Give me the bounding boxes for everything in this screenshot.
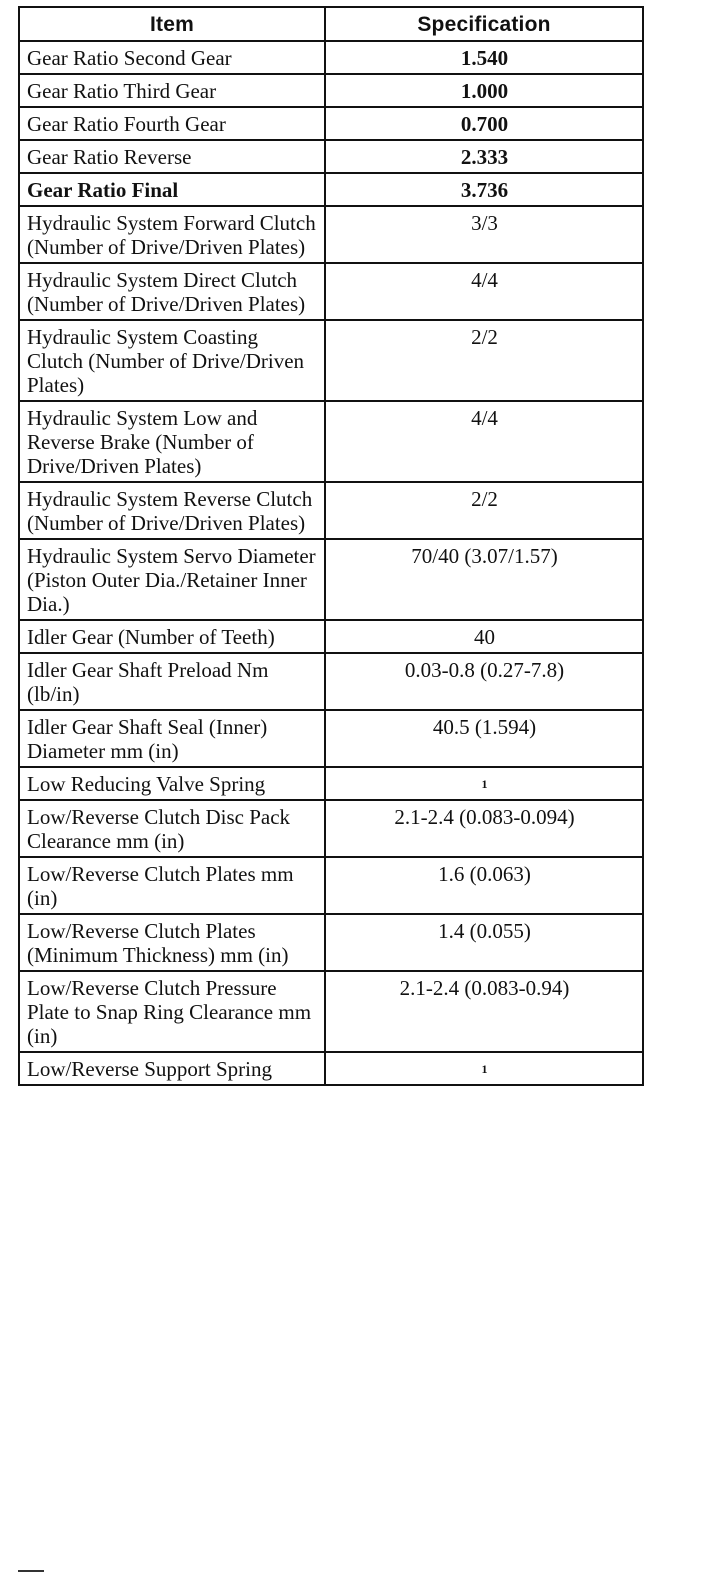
table-row [19, 1052, 643, 1085]
item-cell: Hydraulic System Low and Reverse Brake (Number of Drive/Driven Plates) [19, 401, 325, 482]
spec-cell: 2.1-2.4 (0.083-0.94) [325, 971, 643, 1052]
item-cell: Idler Gear Shaft Seal (Inner) Diameter mm (in) [19, 710, 325, 767]
spec-cell: 2.333 [325, 140, 643, 173]
spec-cell: 40 [325, 620, 643, 653]
item-cell: Gear Ratio Third Gear [19, 74, 325, 107]
spec-sheet [18, 6, 642, 1086]
table-row [19, 971, 643, 1052]
table-row [19, 857, 643, 914]
item-cell: Low/Reverse Clutch Plates (Minimum Thickness) mm (in) [19, 914, 325, 971]
footnote-rule [18, 1566, 58, 1576]
item-cell: Low Reducing Valve Spring [19, 767, 325, 800]
spec-cell: 1.4 (0.055) [325, 914, 643, 971]
item-cell: Gear Ratio Fourth Gear [19, 107, 325, 140]
table-row [19, 620, 643, 653]
column-header-specification: Specification [325, 7, 643, 41]
table-row [19, 767, 643, 800]
table-row [19, 74, 643, 107]
table-row [19, 140, 643, 173]
item-cell: Gear Ratio Second Gear [19, 41, 325, 74]
table-row [19, 710, 643, 767]
spec-cell: 70/40 (3.07/1.57) [325, 539, 643, 620]
spec-cell: 0.700 [325, 107, 643, 140]
item-cell: Gear Ratio Reverse [19, 140, 325, 173]
item-cell: Low/Reverse Clutch Pressure Plate to Snap Ring Clearance mm (in) [19, 971, 325, 1052]
table-header-row [19, 7, 643, 41]
footnote-ref: 1 [325, 1052, 643, 1085]
column-header-item: Item [19, 7, 325, 41]
spec-cell: 0.03-0.8 (0.27-7.8) [325, 653, 643, 710]
table-row [19, 107, 643, 140]
item-cell: Low/Reverse Clutch Disc Pack Clearance mm (in) [19, 800, 325, 857]
item-cell: Hydraulic System Reverse Clutch (Number of Drive/Driven Plates) [19, 482, 325, 539]
spec-cell: 2/2 [325, 482, 643, 539]
spec-cell: 4/4 [325, 263, 643, 320]
table-row [19, 206, 643, 263]
item-cell: Idler Gear (Number of Teeth) [19, 620, 325, 653]
table-row [19, 653, 643, 710]
table-row [19, 263, 643, 320]
spec-cell: 1.000 [325, 74, 643, 107]
spec-cell: 1.6 (0.063) [325, 857, 643, 914]
spec-cell: 3/3 [325, 206, 643, 263]
table-row [19, 41, 643, 74]
specification-table [18, 6, 644, 1086]
item-cell: Hydraulic System Forward Clutch (Number of Drive/Driven Plates) [19, 206, 325, 263]
footnote-ref: 1 [325, 767, 643, 800]
spec-cell: 40.5 (1.594) [325, 710, 643, 767]
table-row [19, 800, 643, 857]
table-row [19, 173, 643, 206]
item-cell: Low/Reverse Clutch Plates mm (in) [19, 857, 325, 914]
spec-cell: 1.540 [325, 41, 643, 74]
item-cell: Low/Reverse Support Spring [19, 1052, 325, 1085]
item-cell: Hydraulic System Direct Clutch (Number of Drive/Driven Plates) [19, 263, 325, 320]
spec-cell: 2.1-2.4 (0.083-0.094) [325, 800, 643, 857]
item-cell: Hydraulic System Coasting Clutch (Number of Drive/Driven Plates) [19, 320, 325, 401]
table-row [19, 914, 643, 971]
item-cell: Gear Ratio Final [19, 173, 325, 206]
table-row [19, 401, 643, 482]
spec-cell: 4/4 [325, 401, 643, 482]
table-row [19, 482, 643, 539]
item-cell: Idler Gear Shaft Preload Nm (lb/in) [19, 653, 325, 710]
spec-cell: 2/2 [325, 320, 643, 401]
table-row [19, 320, 643, 401]
item-cell: Hydraulic System Servo Diameter (Piston Outer Dia./Retainer Inner Dia.) [19, 539, 325, 620]
spec-cell: 3.736 [325, 173, 643, 206]
table-row [19, 539, 643, 620]
